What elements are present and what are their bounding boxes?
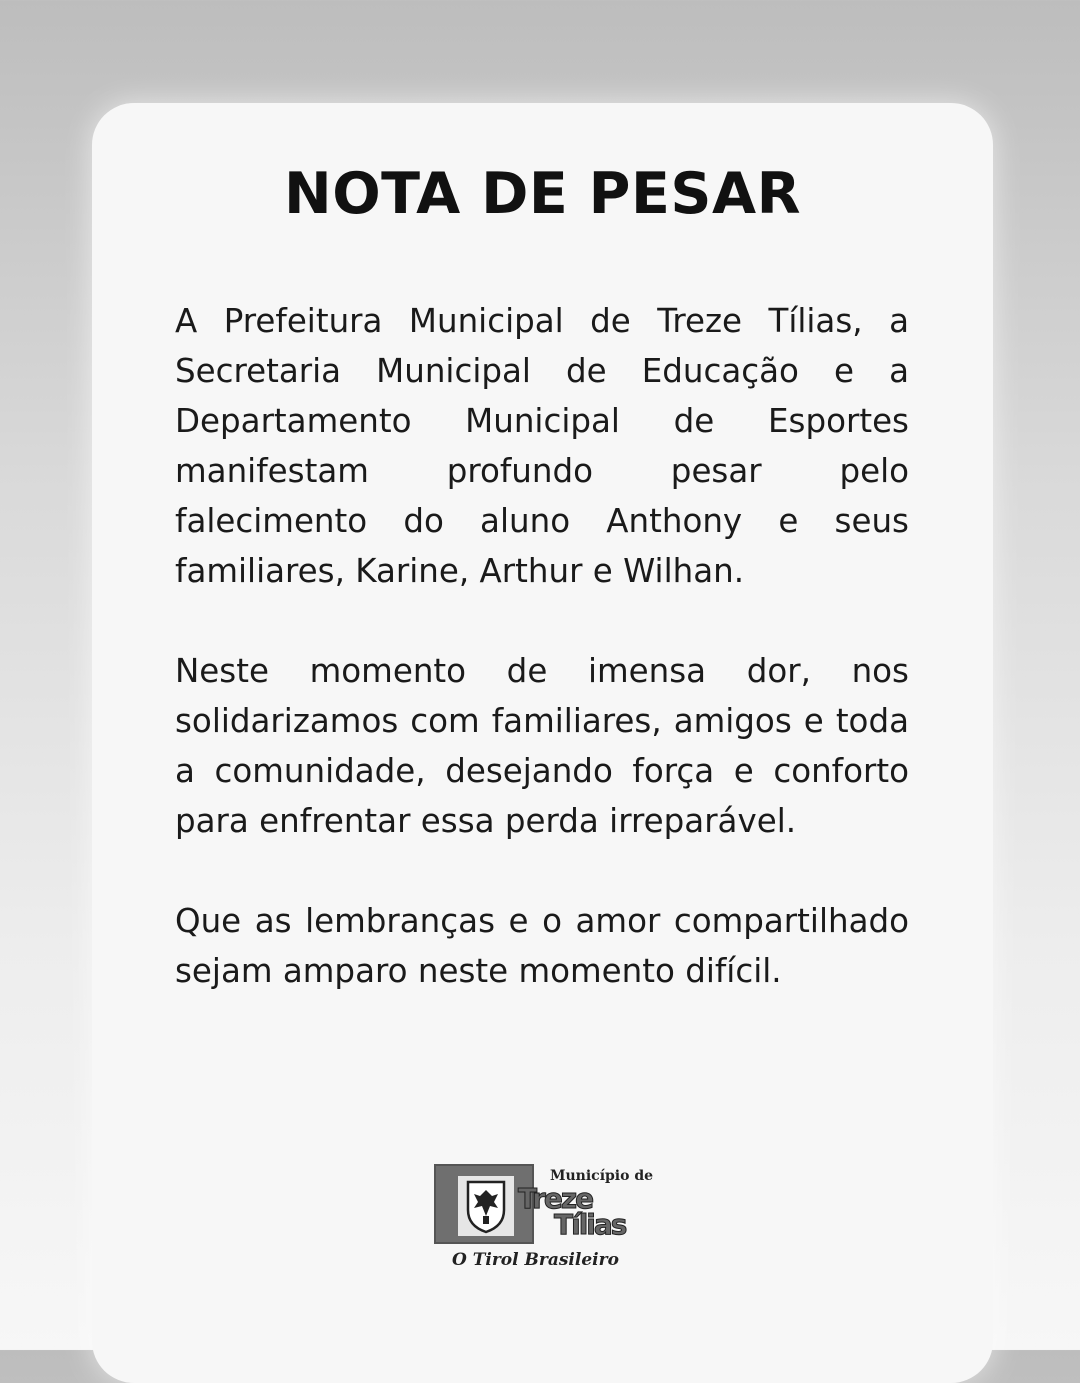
notice-paragraph-2: Neste momento de imensa dor, nos solidarizamos com familiares, amigos e toda a comunidade, desejando força e conforto para enfrentar essa perda irreparável. — [175, 652, 909, 840]
municipality-logo — [434, 1164, 654, 1274]
logo-motto: O Tirol Brasileiro — [452, 1250, 619, 1270]
notice-card — [92, 103, 993, 1383]
notice-paragraph-3: Que as lembranças e o amor compartilhado sejam amparo neste momento difícil. — [175, 902, 909, 990]
notice-paragraph-1: A Prefeitura Municipal de Treze Tílias, a Secretaria Municipal de Educação e a Departamento Municipal de Esportes manifestam profundo pesar pelo falecimento do aluno Anthony e seus familiares, Karine, Arthur e Wilhan. — [175, 302, 909, 590]
logo-name-line1: Treze — [518, 1182, 593, 1215]
notice-title: NOTA DE PESAR — [284, 161, 801, 227]
logo-name-line2: Tílias — [554, 1208, 626, 1241]
notice-body — [175, 296, 909, 1046]
logo-top-text: Município de — [550, 1168, 654, 1184]
